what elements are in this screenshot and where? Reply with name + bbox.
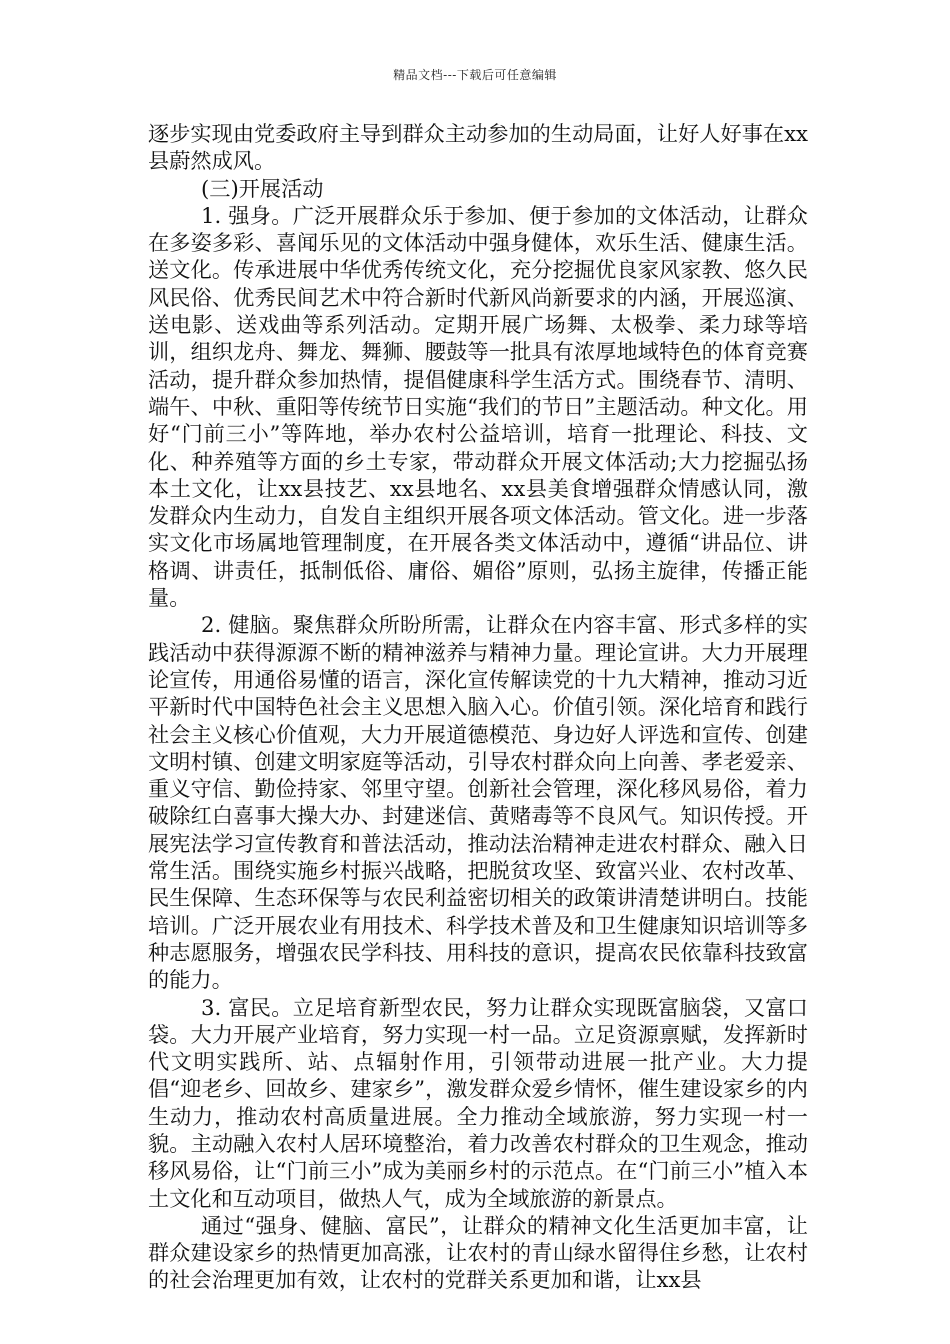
paragraph: 2. 健脑。聚焦群众所盼所需，让群众在内容丰富、形式多样的实践活动中获得源源不断的精神滋养与精神力量。理论宣讲。大力开展理论宣传，用通俗易懂的语言，深化宣传解读党的十九大精神，推动习近平新时代中国特色社会主义思想入脑入心。价值引领。深化培育和践行社会主义核心价值观，大力开展道德模范、身边好人评选和宣传、创建文明村镇、创建文明家庭等活动，引导农村群众向上向善、孝老爱亲、重义守信、勤俭持家、邻里守望。创新社会管理，深化移风易俗，着力破除红白喜事大操大办、封建迷信、黄赌毒等不良风气。知识传授。开展宪法学习宣传教育和普法活动，推动法治精神走进农村群众、融入日常生活。围绕实施乡村振兴战略，把脱贫攻坚、致富兴业、农村改革、民生保障、生态环保等与农民利益密切相关的政策讲清楚讲明白。技能培训。广泛开展农业有用技术、科学技术普及和卫生健康知识培训等多种志愿服务，增强农民学科技、用科技的意识，提高农民依靠科技致富的能力。	[148, 612, 808, 993]
section-heading: (三)开展活动	[201, 175, 324, 201]
paragraph: 通过“强身、健脑、富民”，让群众的精神文化生活更加丰富，让群众建设家乡的热情更加高涨，让农村的青山绿水留得住乡愁，让农村的社会治理更加有效，让农村的党群关系更加和谐，让xx县	[148, 1212, 808, 1293]
document-body	[148, 120, 808, 1294]
paragraph: 逐步实现由党委政府主导到群众主动参加的生动局面，让好人好事在xx县蔚然成风。	[148, 121, 808, 174]
paragraph: 1. 强身。广泛开展群众乐于参加、便于参加的文体活动，让群众在多姿多彩、喜闻乐见的文体活动中强身健体，欢乐生活、健康生活。送文化。传承进展中华优秀传统文化，充分挖掘优良家风家教、悠久民风民俗、优秀民间艺术中符合新时代新风尚新要求的内涵，开展巡演、送电影、送戏曲等系列活动。定期开展广场舞、太极拳、柔力球等培训，组织龙舟、舞龙、舞狮、腰鼓等一批具有浓厚地域特色的体育竞赛活动，提升群众参加热情，提倡健康科学生活方式。围绕春节、清明、端午、中秋、重阳等传统节日实施“我们的节日”主题活动。种文化。用好“门前三小”等阵地，举办农村公益培训，培育一批理论、科技、文化、种养殖等方面的乡土专家，带动群众开展文体活动;大力挖掘弘扬本土文化，让xx县技艺、xx县地名、xx县美食增强群众情感认同，激发群众内生动力，自发自主组织开展各项文体活动。管文化。进一步落实文化市场属地管理制度，在开展各类文体活动中，遵循“讲品位、讲格调、讲责任，抵制低俗、庸俗、媚俗”原则，弘扬主旋律，传播正能量。	[148, 202, 808, 611]
paragraph: 3. 富民。立足培育新型农民，努力让群众实现既富脑袋，又富口袋。大力开展产业培育，努力实现一村一品。立足资源禀赋，发挥新时代文明实践所、站、点辐射作用，引领带动进展一批产业。大力提倡“迎老乡、回故乡、建家乡”，激发群众爱乡情怀，催生建设家乡的内生动力，推动农村高质量进展。全力推动全域旅游，努力实现一村一貌。主动融入农村人居环境整治，着力改善农村群众的卫生观念，推动移风易俗，让“门前三小”成为美丽乡村的示范点。在“门前三小”植入本土文化和互动项目，做热人气，成为全域旅游的新景点。	[148, 994, 808, 1211]
page-header: 精品文档---下载后可任意编辑	[393, 68, 557, 82]
